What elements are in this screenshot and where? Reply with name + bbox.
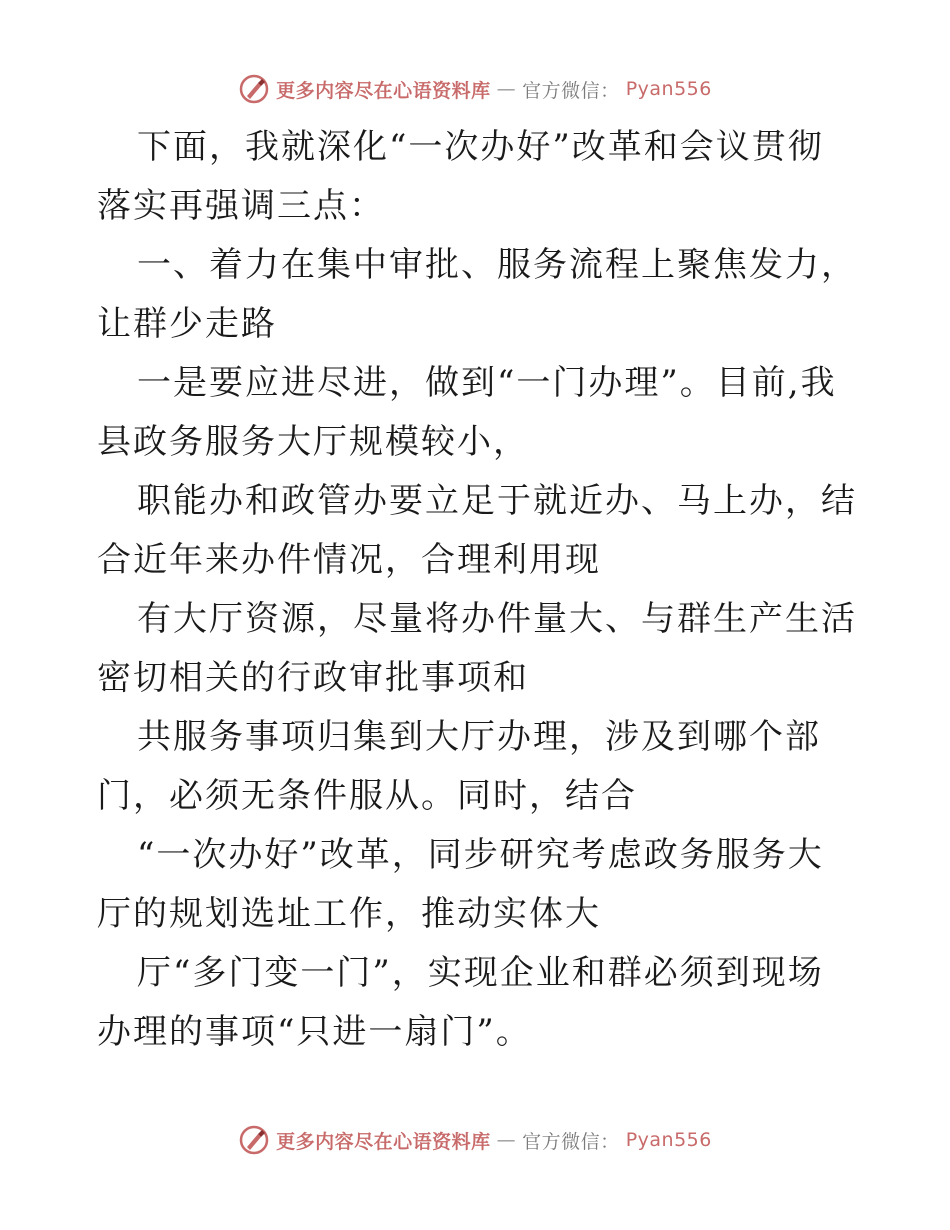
- banner-title: 更多内容尽在心语资料库: [276, 79, 491, 102]
- pen-seal-icon: [238, 73, 270, 105]
- banner-separator: —: [496, 78, 517, 100]
- paragraph: “一次办好”改革，同步研究考虑政务服务大厅的规划选址工作，推动实体大: [97, 835, 824, 934]
- banner-separator: —: [496, 1129, 517, 1151]
- paragraph: 一、着力在集中审批、服务流程上聚焦发力，让群少走路: [97, 245, 857, 344]
- banner-wechat-label: 官方微信：: [522, 79, 620, 102]
- paragraph: 厅“多门变一门”，实现企业和群必须到现场办理的事项“只进一扇门”。: [97, 953, 824, 1052]
- header-banner: [0, 69, 950, 109]
- banner-wechat-id: Pyan556: [625, 1129, 712, 1151]
- document-body: [97, 118, 857, 1062]
- paragraph: 下面，我就深化“一次办好”改革和会议贯彻落实再强调三点：: [97, 127, 824, 226]
- paragraph: 职能办和政管办要立足于就近办、马上办，结合近年来办件情况，合理利用现: [97, 481, 857, 580]
- paragraph: 一是要应进尽进，做到“一门办理”。目前,我县政务服务大厅规模较小，: [97, 363, 837, 462]
- banner-wechat-label: 官方微信：: [522, 1130, 620, 1153]
- paragraph: 有大厅资源，尽量将办件量大、与群生产生活密切相关的行政审批事项和: [97, 599, 857, 698]
- paragraph: 共服务事项归集到大厅办理，涉及到哪个部门，必须无条件服从。同时，结合: [97, 717, 821, 816]
- banner-wechat-id: Pyan556: [625, 78, 712, 100]
- footer-banner: [0, 1120, 950, 1160]
- banner-title: 更多内容尽在心语资料库: [276, 1130, 491, 1153]
- pen-seal-icon: [238, 1124, 270, 1156]
